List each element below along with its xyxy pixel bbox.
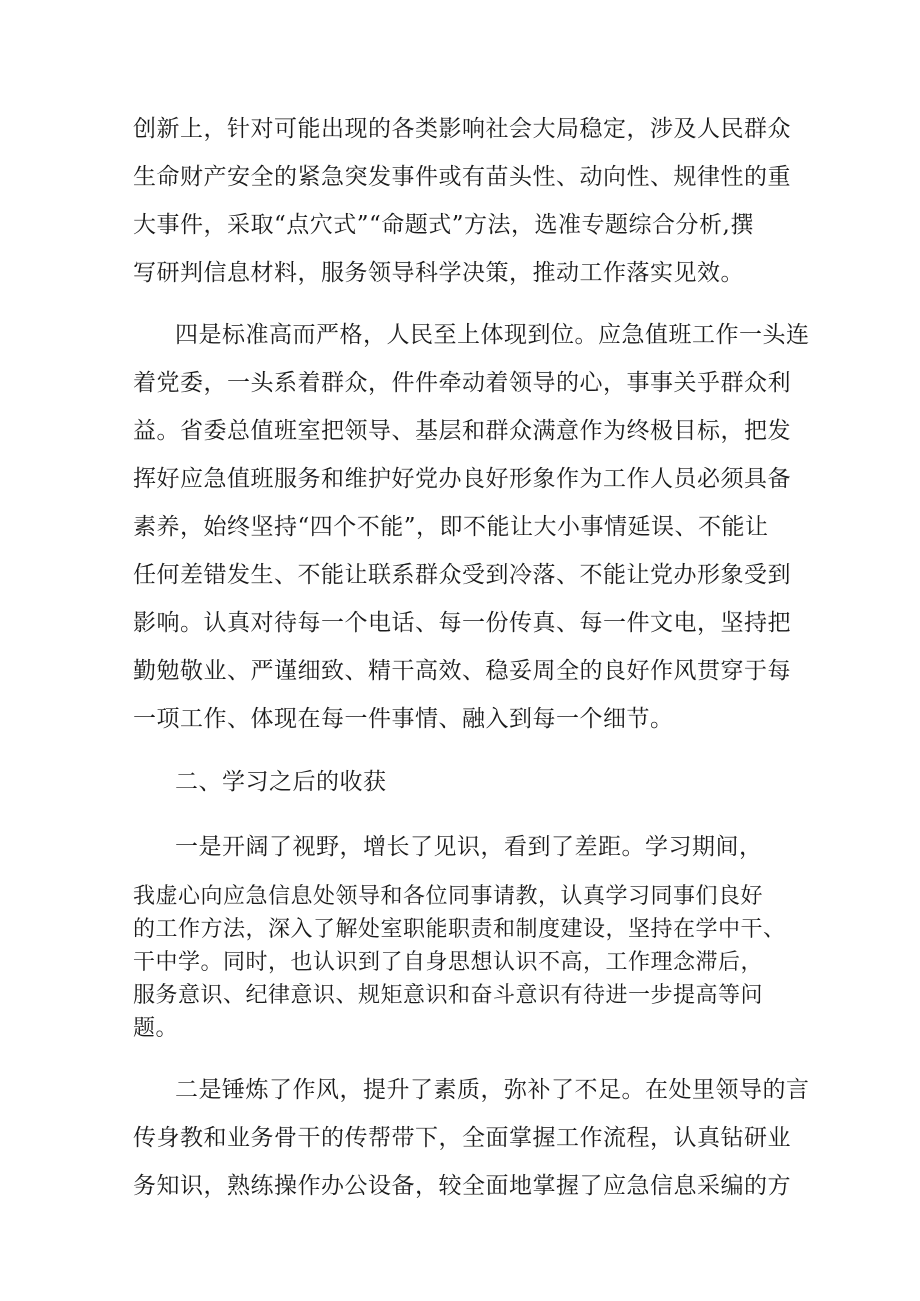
paragraph-1 bbox=[133, 105, 797, 297]
section-heading bbox=[133, 758, 797, 806]
text-line: 素养，始终坚持“四个不能”，即不能让大小事情延误、不能让 bbox=[133, 514, 769, 540]
paragraph-2 bbox=[133, 311, 810, 743]
heading-text: 二、学习之后的收获 bbox=[175, 769, 387, 795]
text-line: 传身教和业务骨干的传帮带下，全面掌握工作流程，认真钻研业 bbox=[133, 1125, 791, 1151]
paragraph-3-rest bbox=[133, 880, 797, 1045]
text-line: 着党委，一头系着群众，件件牵动着领导的心，事事关乎群众利 bbox=[133, 370, 791, 396]
text-line: 二是锤炼了作风，提升了素质，弥补了不足。在处里领导的言 bbox=[175, 1077, 810, 1103]
text-line: 创新上，针对可能出现的各类影响社会大局稳定，涉及人民群众 bbox=[133, 116, 791, 142]
text-line: 写研判信息材料，服务领导科学决策，推动工作落实见效。 bbox=[133, 260, 744, 286]
paragraph-3-first bbox=[133, 823, 797, 871]
text-line: 挥好应急值班服务和维护好党办良好形象作为工作人员必须具备 bbox=[133, 466, 791, 492]
text-line: 一项工作、体现在每一件事情、融入到每一个细节。 bbox=[133, 706, 674, 732]
paragraph-4 bbox=[133, 1066, 810, 1210]
text-line: 务知识，熟练操作办公设备，较全面地掌握了应急信息采编的方 bbox=[133, 1173, 791, 1199]
text-line: 勤勉敬业、严谨细致、精干高效、稳妥周全的良好作风贯穿于每 bbox=[133, 658, 791, 684]
text-line: 题。 bbox=[133, 1016, 179, 1041]
text-line: 大事件，采取“点穴式”“命题式”方法，选准专题综合分析,撰 bbox=[133, 212, 754, 238]
text-line: 服务意识、纪律意识、规矩意识和奋斗意识有待进一步提高等问 bbox=[133, 983, 764, 1008]
text-line: 一是开阔了视野，增长了见识，看到了差距。学习期间， bbox=[175, 834, 763, 860]
text-line: 影响。认真对待每一个电话、每一份传真、每一件文电，坚持把 bbox=[133, 610, 791, 636]
text-line: 的工作方法，深入了解处室职能职责和制度建设，坚持在学中干、 bbox=[133, 917, 786, 942]
text-line: 益。省委总值班室把领导、基层和群众满意作为终极目标，把发 bbox=[133, 418, 791, 444]
text-line: 干中学。同时，也认识到了自身思想认识不高，工作理念滞后， bbox=[133, 950, 764, 975]
text-line: 四是标准高而严格，人民至上体现到位。应急值班工作一头连 bbox=[175, 322, 810, 348]
text-line: 我虚心向应急信息处领导和各位同事请教，认真学习同事们良好 bbox=[133, 884, 764, 909]
text-line: 生命财产安全的紧急突发事件或有苗头性、动向性、规律性的重 bbox=[133, 164, 791, 190]
text-line: 任何差错发生、不能让联系群众受到冷落、不能让党办形象受到 bbox=[133, 562, 791, 588]
